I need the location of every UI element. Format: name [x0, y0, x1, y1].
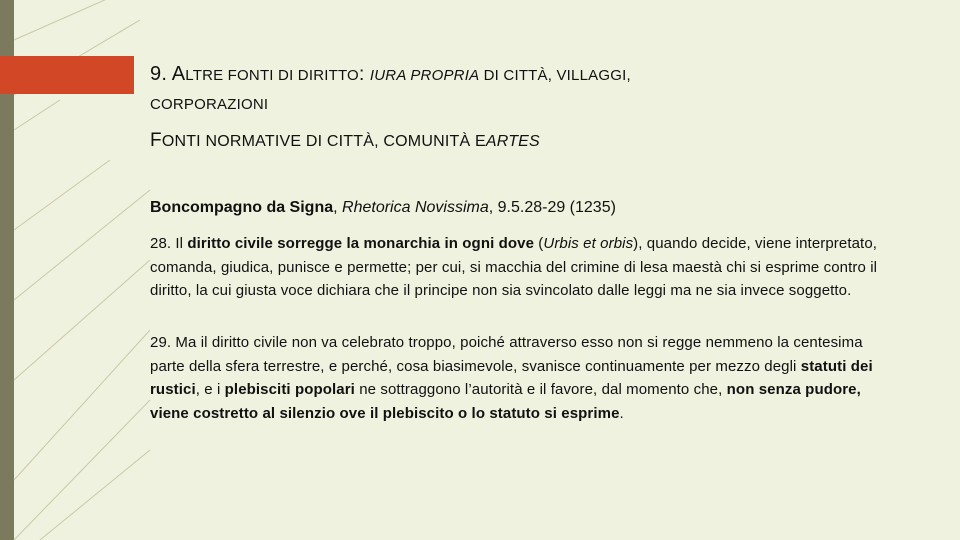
para29-bold2: plebisciti popolari [224, 381, 355, 398]
citation [150, 199, 880, 217]
para29-bold3: non senza pudore, viene costretto al silenzio ove il plebiscito o lo statuto si esprime [150, 381, 861, 422]
para28-t1: ( [534, 235, 544, 252]
citation-work: Rhetorica Novissima [342, 199, 489, 216]
para29-t4: . [619, 404, 624, 422]
paragraph-29 [150, 331, 880, 425]
subtitle-rest: ONTI NORMATIVE DI CITTÀ, COMUNITÀ E [161, 133, 486, 150]
para28-bold1: diritto civile sorregge la monarchia in ogni dove [187, 235, 535, 252]
accent-tab [0, 56, 134, 94]
subtitle-f-cap: F [150, 130, 162, 151]
citation-sep: , [333, 199, 343, 216]
para29-t1: 29. Ma il diritto civile non va celebrato troppo, poiché attraverso esso non si regge nemmeno la centesima parte della sfera terrestre, e perché, cosa biasimevole, svanisce continuamente per mezzo degli [150, 334, 863, 375]
para28-ital1: Urbis et orbis [543, 235, 634, 252]
para28-num: 28. Il [150, 235, 188, 252]
title-rest: DI CITTÀ, VILLAGGI, [479, 67, 631, 84]
para29-t3: ne sottraggono l’autorità e il favore, dal momento che, [354, 381, 727, 398]
paragraph-28 [150, 232, 880, 303]
title-number: 9. [150, 63, 172, 85]
title-line2: CORPORAZIONI [150, 96, 269, 113]
subtitle-italic: ARTES [485, 133, 540, 150]
citation-author: Boncompagno da Signa [150, 199, 334, 216]
para28-t2: ), quando decide, viene interpretato, comanda, giudica, punisce e permette; per cui, si macchia del crimine di lesa maestà chi si esprime contro il diritto, la cui giusta voce dichiara che il principe non sia svincolato dalle leggi ma ne sia invece soggetto. [150, 235, 878, 299]
slide-subtitle [150, 130, 880, 152]
para29-t2: , e i [195, 381, 225, 398]
title-colon: : [358, 64, 370, 85]
title-a-cap: A [171, 63, 186, 85]
title-a-rest: LTRE FONTI DI DIRITTO [185, 67, 359, 84]
title-italic: IURA PROPRIA [369, 67, 480, 84]
citation-ref: , 9.5.28-29 (1235) [488, 199, 616, 216]
slide-title [150, 60, 880, 119]
para29-bold1: statuti dei rustici [150, 357, 873, 398]
